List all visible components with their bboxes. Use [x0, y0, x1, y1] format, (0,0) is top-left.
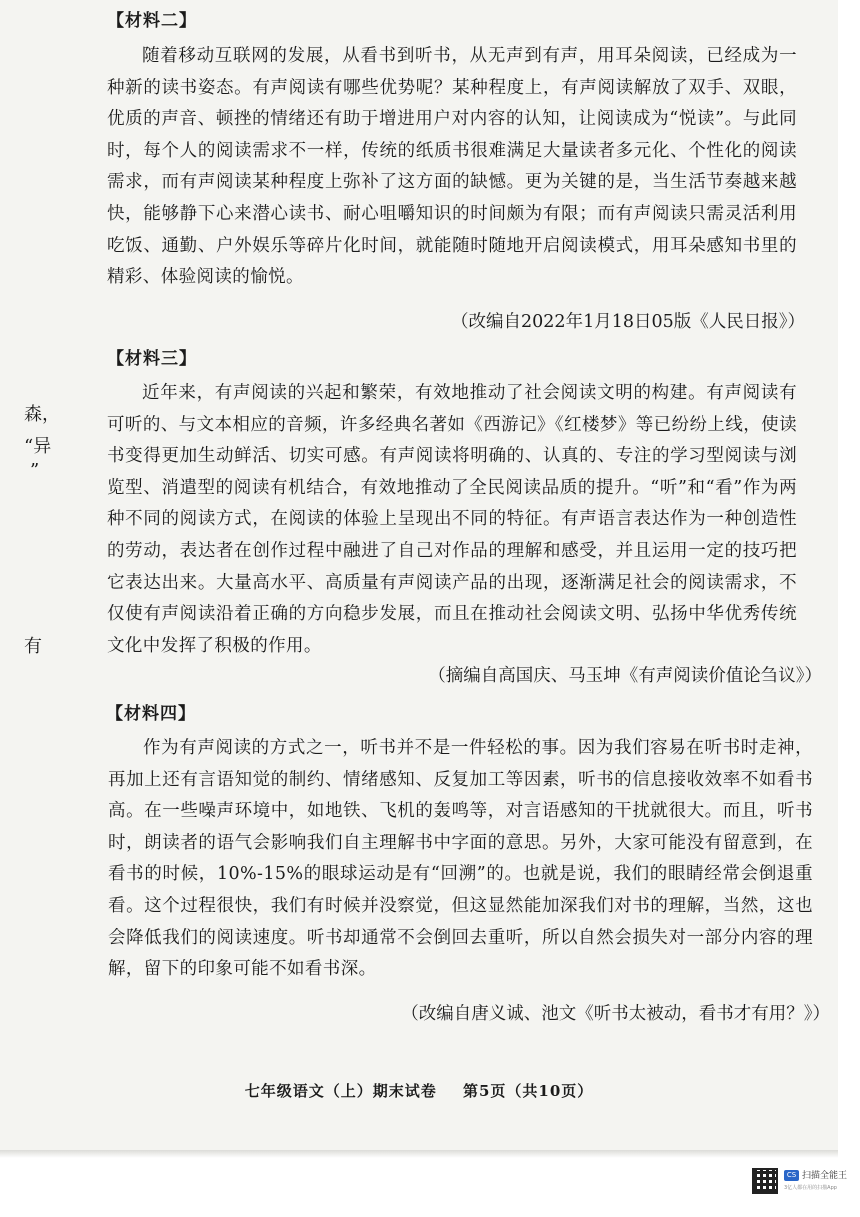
material4-paragraph: 作为有声阅读的方式之一，听书并不是一件轻松的事。因为我们容易在听书时走神，再加上还有言语知觉的制约、情绪感知、反复加工等因素，听书的信息接收效率不如看书高。在一些噪声环境中，如地铁、飞机的轰鸣等，对言语感知的干扰就很大。而且，听书时，朗读者的语气会影响我们自主理解书中字面的意思。另外，大家可能没有留意到，在看书的时候，10%-15%的眼球运动是有“回溯”的。也就是说，我们的眼睛经常会倒退重看。这个过程很快，我们有时候并没察觉，但这显然能加深我们对书的理解，当然，这也会降低我们的阅读速度。听书却通常不会倒回去重听，所以自然会损失对一部分内容的理解，留下的印象可能不如看书深。: [108, 738, 813, 980]
scanner-watermark-tagline: 3亿人都在用的扫描App: [784, 1185, 837, 1191]
margin-note: “异: [24, 436, 52, 457]
material2-heading: 【材料二】: [107, 11, 197, 31]
footer-subject: 七年级语文（上）期末试卷: [244, 1082, 437, 1100]
margin-note: 有: [24, 636, 42, 657]
material4-source: （改编自唐义诚、池文《听书太被动，看书才有用？》）: [401, 1004, 830, 1024]
material2-source: （改编自2022年1月18日05版《人民日报》）: [451, 312, 805, 332]
material3-source: （摘编自高国庆、马玉坤《有声阅读价值论刍议》）: [428, 666, 822, 686]
scanner-watermark-name: 扫描全能王: [802, 1171, 848, 1181]
material3-heading: 【材料三】: [107, 349, 197, 369]
footer-page-number: 第5页（共10页）: [462, 1082, 594, 1100]
margin-note: ”: [30, 460, 40, 481]
material2-paragraph: 随着移动互联网的发展，从看书到听书，从无声到有声，用耳朵阅读，已经成为一种新的读书姿态。有声阅读有哪些优势呢？某种程度上，有声阅读解放了双手、双眼，优质的声音、顿挫的情绪还有助于增进用户对内容的认知，让阅读成为“悦读”。与此同时，每个人的阅读需求不一样，传统的纸质书很难满足大量读者多元化、个性化的阅读需求，而有声阅读某种程度上弥补了这方面的缺憾。更为关键的是，当生活节奏越来越快，能够静下心来潜心读书、耐心咀嚼知识的时间颇为有限；而有声阅读只需灵活利用吃饭、通勤、户外娱乐等碎片化时间，就能随时随地开启阅读模式，用耳朵感知书里的精彩、体验阅读的愉悦。: [107, 46, 797, 288]
camscanner-logo-icon: CS: [784, 1170, 799, 1181]
page-edge: [0, 1150, 838, 1158]
material4-heading: 【材料四】: [106, 704, 196, 724]
page-footer: [0, 1080, 838, 1101]
margin-note: 森，: [24, 404, 60, 425]
material3-paragraph: 近年来，有声阅读的兴起和繁荣，有效地推动了社会阅读文明的构建。有声阅读有可听的、与文本相应的音频，许多经典名著如《西游记》《红楼梦》等已纷纷上线，使读书变得更加生动鲜活、切实可感。有声阅读将明确的、认真的、专注的学习型阅读与浏览型、消遣型的阅读有机结合，有效地推动了全民阅读品质的提升。“听”和“看”作为两种不同的阅读方式，在阅读的体验上呈现出不同的特征。有声语言表达作为一种创造性的劳动，表达者在创作过程中融进了自己对作品的理解和感受，并且运用一定的技巧把它表达出来。大量高水平、高质量有声阅读产品的出现，逐渐满足社会的阅读需求，不仅使有声阅读沿着正确的方向稳步发展，而且在推动社会阅读文明、弘扬中华优秀传统文化中发挥了积极的作用。: [107, 383, 797, 656]
qr-code-icon: [752, 1168, 778, 1194]
